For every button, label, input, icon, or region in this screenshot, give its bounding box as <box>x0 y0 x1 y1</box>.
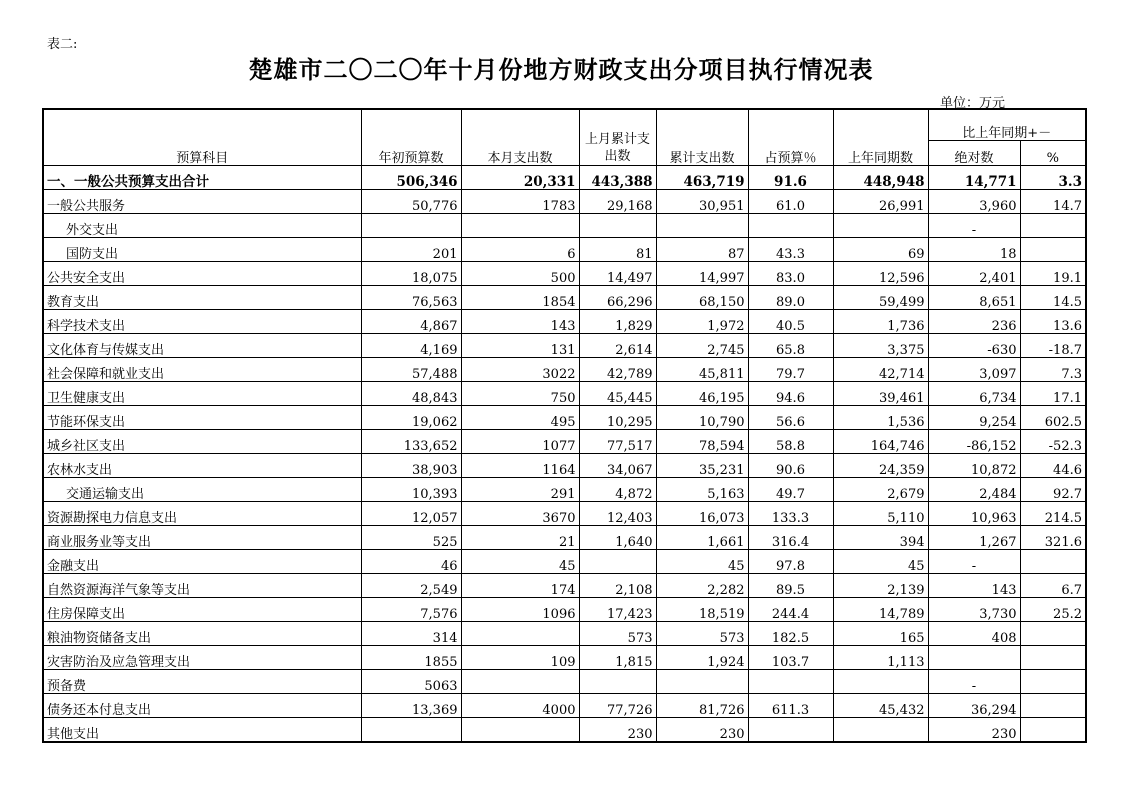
cell-item: 外交支出 <box>43 214 361 238</box>
cell-prev-cumulative: 77,517 <box>579 430 656 454</box>
cell-item: 交通运输支出 <box>43 478 361 502</box>
cell-last-year: 448,948 <box>833 166 928 190</box>
cell-last-year: 165 <box>833 622 928 646</box>
cell-prev-cumulative: 1,829 <box>579 310 656 334</box>
cell-yoy-abs <box>928 646 1020 670</box>
header-pct-budget: 占预算％ <box>748 109 833 166</box>
cell-last-year: 45,432 <box>833 694 928 718</box>
cell-yoy-pct: 6.7 <box>1020 574 1086 598</box>
cell-item: 科学技术支出 <box>43 310 361 334</box>
cell-month: 1783 <box>461 190 579 214</box>
table-row <box>43 550 1086 574</box>
cell-budget: 2,549 <box>361 574 461 598</box>
table-row <box>43 454 1086 478</box>
cell-last-year: 12,596 <box>833 262 928 286</box>
cell-yoy-pct: 92.7 <box>1020 478 1086 502</box>
cell-yoy-abs: 6,734 <box>928 382 1020 406</box>
cell-item: 城乡社区支出 <box>43 430 361 454</box>
cell-budget: 525 <box>361 526 461 550</box>
cell-prev-cumulative <box>579 670 656 694</box>
cell-item: 文化体育与传媒支出 <box>43 334 361 358</box>
cell-yoy-abs: - <box>928 550 1020 574</box>
cell-yoy-pct: 19.1 <box>1020 262 1086 286</box>
cell-prev-cumulative: 17,423 <box>579 598 656 622</box>
cell-yoy-pct <box>1020 646 1086 670</box>
cell-yoy-abs: 3,097 <box>928 358 1020 382</box>
cell-budget: 133,652 <box>361 430 461 454</box>
cell-yoy-abs: 408 <box>928 622 1020 646</box>
cell-item: 卫生健康支出 <box>43 382 361 406</box>
cell-cumulative: 18,519 <box>656 598 748 622</box>
cell-item: 资源勘探电力信息支出 <box>43 502 361 526</box>
cell-pct-budget: 182.5 <box>748 622 833 646</box>
cell-last-year: 3,375 <box>833 334 928 358</box>
header-yoy-pct: % <box>1020 141 1086 166</box>
table-row <box>43 310 1086 334</box>
table-row <box>43 382 1086 406</box>
cell-cumulative: 2,745 <box>656 334 748 358</box>
cell-month: 131 <box>461 334 579 358</box>
cell-yoy-abs: -630 <box>928 334 1020 358</box>
cell-item: 一、一般公共预算支出合计 <box>43 166 361 190</box>
cell-yoy-abs: - <box>928 670 1020 694</box>
cell-yoy-pct: 14.5 <box>1020 286 1086 310</box>
cell-last-year: 26,991 <box>833 190 928 214</box>
cell-month: 4000 <box>461 694 579 718</box>
cell-budget: 18,075 <box>361 262 461 286</box>
cell-pct-budget: 89.0 <box>748 286 833 310</box>
cell-month: 1164 <box>461 454 579 478</box>
cell-yoy-abs: 230 <box>928 718 1020 743</box>
table-row <box>43 334 1086 358</box>
header-cumulative: 累计支出数 <box>656 109 748 166</box>
cell-prev-cumulative <box>579 550 656 574</box>
cell-yoy-abs: -86,152 <box>928 430 1020 454</box>
cell-last-year: 24,359 <box>833 454 928 478</box>
cell-budget: 50,776 <box>361 190 461 214</box>
cell-yoy-pct: -52.3 <box>1020 430 1086 454</box>
cell-cumulative: 5,163 <box>656 478 748 502</box>
cell-cumulative <box>656 214 748 238</box>
cell-item: 商业服务业等支出 <box>43 526 361 550</box>
cell-last-year: 2,679 <box>833 478 928 502</box>
cell-yoy-abs: 10,872 <box>928 454 1020 478</box>
cell-month: 20,331 <box>461 166 579 190</box>
cell-last-year: 394 <box>833 526 928 550</box>
cell-prev-cumulative: 34,067 <box>579 454 656 478</box>
table-row <box>43 574 1086 598</box>
header-annual-budget: 年初预算数 <box>361 109 461 166</box>
cell-budget: 5063 <box>361 670 461 694</box>
cell-month: 174 <box>461 574 579 598</box>
cell-budget: 38,903 <box>361 454 461 478</box>
cell-last-year: 39,461 <box>833 382 928 406</box>
cell-month <box>461 214 579 238</box>
cell-pct-budget: 56.6 <box>748 406 833 430</box>
cell-pct-budget: 40.5 <box>748 310 833 334</box>
cell-yoy-abs: 2,484 <box>928 478 1020 502</box>
cell-month: 6 <box>461 238 579 262</box>
table-row <box>43 526 1086 550</box>
cell-cumulative: 45 <box>656 550 748 574</box>
cell-cumulative: 2,282 <box>656 574 748 598</box>
cell-month: 750 <box>461 382 579 406</box>
cell-prev-cumulative: 4,872 <box>579 478 656 502</box>
total-row <box>43 166 1086 190</box>
cell-budget: 506,346 <box>361 166 461 190</box>
table-row <box>43 286 1086 310</box>
cell-pct-budget: 91.6 <box>748 166 833 190</box>
header-item: 预算科目 <box>43 109 361 166</box>
cell-budget <box>361 718 461 743</box>
cell-item: 教育支出 <box>43 286 361 310</box>
table-row <box>43 646 1086 670</box>
cell-last-year: 1,736 <box>833 310 928 334</box>
table-row <box>43 358 1086 382</box>
cell-pct-budget: 94.6 <box>748 382 833 406</box>
cell-budget: 4,867 <box>361 310 461 334</box>
cell-prev-cumulative: 12,403 <box>579 502 656 526</box>
cell-yoy-abs: 9,254 <box>928 406 1020 430</box>
cell-item: 国防支出 <box>43 238 361 262</box>
cell-cumulative: 68,150 <box>656 286 748 310</box>
cell-pct-budget: 611.3 <box>748 694 833 718</box>
table-row <box>43 598 1086 622</box>
cell-item: 公共安全支出 <box>43 262 361 286</box>
cell-yoy-pct <box>1020 214 1086 238</box>
cell-cumulative: 78,594 <box>656 430 748 454</box>
table-row <box>43 478 1086 502</box>
cell-yoy-pct: 214.5 <box>1020 502 1086 526</box>
cell-last-year <box>833 670 928 694</box>
cell-month: 109 <box>461 646 579 670</box>
cell-budget: 57,488 <box>361 358 461 382</box>
cell-yoy-abs: 3,960 <box>928 190 1020 214</box>
cell-yoy-abs: 36,294 <box>928 694 1020 718</box>
cell-item: 住房保障支出 <box>43 598 361 622</box>
cell-month: 3670 <box>461 502 579 526</box>
cell-budget: 76,563 <box>361 286 461 310</box>
cell-pct-budget: 316.4 <box>748 526 833 550</box>
cell-yoy-pct: 602.5 <box>1020 406 1086 430</box>
cell-cumulative: 81,726 <box>656 694 748 718</box>
cell-last-year: 59,499 <box>833 286 928 310</box>
page-title: 楚雄市二〇二〇年十月份地方财政支出分项目执行情况表 <box>248 55 874 84</box>
cell-month <box>461 718 579 743</box>
cell-last-year <box>833 214 928 238</box>
cell-month: 21 <box>461 526 579 550</box>
cell-prev-cumulative: 14,497 <box>579 262 656 286</box>
cell-prev-cumulative: 443,388 <box>579 166 656 190</box>
header-yoy-group: 比上年同期+－ <box>928 109 1086 141</box>
cell-item: 社会保障和就业支出 <box>43 358 361 382</box>
table-row <box>43 406 1086 430</box>
cell-budget: 7,576 <box>361 598 461 622</box>
cell-item: 粮油物资储备支出 <box>43 622 361 646</box>
cell-yoy-pct <box>1020 238 1086 262</box>
cell-item: 农林水支出 <box>43 454 361 478</box>
cell-month: 45 <box>461 550 579 574</box>
cell-cumulative: 30,951 <box>656 190 748 214</box>
cell-month: 495 <box>461 406 579 430</box>
cell-yoy-abs: 236 <box>928 310 1020 334</box>
cell-prev-cumulative: 10,295 <box>579 406 656 430</box>
cell-prev-cumulative: 230 <box>579 718 656 743</box>
cell-yoy-abs: 10,963 <box>928 502 1020 526</box>
cell-cumulative: 16,073 <box>656 502 748 526</box>
cell-cumulative: 1,924 <box>656 646 748 670</box>
cell-item: 节能环保支出 <box>43 406 361 430</box>
cell-yoy-pct <box>1020 718 1086 743</box>
cell-month <box>461 670 579 694</box>
cell-cumulative: 87 <box>656 238 748 262</box>
cell-pct-budget: 133.3 <box>748 502 833 526</box>
cell-month: 500 <box>461 262 579 286</box>
cell-yoy-pct: 7.3 <box>1020 358 1086 382</box>
cell-budget: 1855 <box>361 646 461 670</box>
cell-budget: 4,169 <box>361 334 461 358</box>
expenditure-table <box>42 108 1087 743</box>
cell-yoy-pct <box>1020 622 1086 646</box>
cell-prev-cumulative: 45,445 <box>579 382 656 406</box>
cell-pct-budget: 65.8 <box>748 334 833 358</box>
header-row <box>43 109 1086 141</box>
cell-yoy-abs: 14,771 <box>928 166 1020 190</box>
cell-pct-budget: 83.0 <box>748 262 833 286</box>
cell-last-year: 45 <box>833 550 928 574</box>
cell-month: 3022 <box>461 358 579 382</box>
cell-prev-cumulative: 573 <box>579 622 656 646</box>
table-row <box>43 694 1086 718</box>
cell-pct-budget: 244.4 <box>748 598 833 622</box>
cell-cumulative: 1,661 <box>656 526 748 550</box>
cell-cumulative: 10,790 <box>656 406 748 430</box>
cell-pct-budget: 90.6 <box>748 454 833 478</box>
cell-pct-budget: 103.7 <box>748 646 833 670</box>
cell-last-year: 2,139 <box>833 574 928 598</box>
cell-cumulative: 45,811 <box>656 358 748 382</box>
cell-item: 其他支出 <box>43 718 361 743</box>
cell-item: 预备费 <box>43 670 361 694</box>
table-row <box>43 262 1086 286</box>
cell-month: 143 <box>461 310 579 334</box>
cell-budget <box>361 214 461 238</box>
cell-yoy-pct: 44.6 <box>1020 454 1086 478</box>
cell-item: 自然资源海洋气象等支出 <box>43 574 361 598</box>
cell-pct-budget: 79.7 <box>748 358 833 382</box>
cell-yoy-pct: 14.7 <box>1020 190 1086 214</box>
cell-last-year: 5,110 <box>833 502 928 526</box>
cell-prev-cumulative: 81 <box>579 238 656 262</box>
cell-budget: 19,062 <box>361 406 461 430</box>
cell-last-year: 42,714 <box>833 358 928 382</box>
cell-pct-budget <box>748 214 833 238</box>
cell-budget: 48,843 <box>361 382 461 406</box>
cell-pct-budget: 97.8 <box>748 550 833 574</box>
cell-month: 1077 <box>461 430 579 454</box>
cell-budget: 10,393 <box>361 478 461 502</box>
cell-yoy-pct: 3.3 <box>1020 166 1086 190</box>
cell-cumulative: 230 <box>656 718 748 743</box>
table-row <box>43 430 1086 454</box>
table-row <box>43 190 1086 214</box>
cell-pct-budget: 43.3 <box>748 238 833 262</box>
cell-cumulative: 463,719 <box>656 166 748 190</box>
cell-item: 债务还本付息支出 <box>43 694 361 718</box>
cell-prev-cumulative: 2,108 <box>579 574 656 598</box>
table-row <box>43 718 1086 743</box>
cell-yoy-pct <box>1020 670 1086 694</box>
cell-budget: 314 <box>361 622 461 646</box>
cell-budget: 46 <box>361 550 461 574</box>
cell-month: 1854 <box>461 286 579 310</box>
cell-prev-cumulative: 77,726 <box>579 694 656 718</box>
cell-month <box>461 622 579 646</box>
header-prev-cumulative: 上月累计支出数 <box>579 109 656 166</box>
cell-month: 291 <box>461 478 579 502</box>
cell-last-year: 1,536 <box>833 406 928 430</box>
unit-note: 单位：万元 <box>940 96 1006 111</box>
cell-yoy-abs: 18 <box>928 238 1020 262</box>
cell-pct-budget: 49.7 <box>748 478 833 502</box>
table-row <box>43 622 1086 646</box>
cell-yoy-pct: 17.1 <box>1020 382 1086 406</box>
cell-item: 灾害防治及应急管理支出 <box>43 646 361 670</box>
cell-cumulative: 35,231 <box>656 454 748 478</box>
cell-cumulative: 46,195 <box>656 382 748 406</box>
cell-yoy-abs: 8,651 <box>928 286 1020 310</box>
table-row <box>43 214 1086 238</box>
cell-item: 一般公共服务 <box>43 190 361 214</box>
cell-yoy-pct: 13.6 <box>1020 310 1086 334</box>
cell-pct-budget: 58.8 <box>748 430 833 454</box>
cell-prev-cumulative: 1,640 <box>579 526 656 550</box>
cell-yoy-pct: 321.6 <box>1020 526 1086 550</box>
cell-budget: 12,057 <box>361 502 461 526</box>
cell-last-year: 1,113 <box>833 646 928 670</box>
table-label: 表二: <box>47 37 78 52</box>
cell-prev-cumulative: 29,168 <box>579 190 656 214</box>
cell-prev-cumulative: 1,815 <box>579 646 656 670</box>
cell-cumulative <box>656 670 748 694</box>
cell-prev-cumulative: 42,789 <box>579 358 656 382</box>
cell-last-year <box>833 718 928 743</box>
cell-yoy-abs: - <box>928 214 1020 238</box>
cell-yoy-pct <box>1020 550 1086 574</box>
cell-budget: 13,369 <box>361 694 461 718</box>
cell-last-year: 69 <box>833 238 928 262</box>
cell-yoy-abs: 143 <box>928 574 1020 598</box>
cell-budget: 201 <box>361 238 461 262</box>
cell-pct-budget: 89.5 <box>748 574 833 598</box>
cell-pct-budget: 61.0 <box>748 190 833 214</box>
cell-yoy-pct: 25.2 <box>1020 598 1086 622</box>
table-row <box>43 670 1086 694</box>
cell-last-year: 164,746 <box>833 430 928 454</box>
header-month-expend: 本月支出数 <box>461 109 579 166</box>
table-row <box>43 238 1086 262</box>
cell-pct-budget <box>748 670 833 694</box>
cell-cumulative: 573 <box>656 622 748 646</box>
cell-prev-cumulative <box>579 214 656 238</box>
cell-yoy-abs: 2,401 <box>928 262 1020 286</box>
cell-cumulative: 14,997 <box>656 262 748 286</box>
cell-yoy-abs: 1,267 <box>928 526 1020 550</box>
header-yoy-abs: 绝对数 <box>928 141 1020 166</box>
cell-prev-cumulative: 2,614 <box>579 334 656 358</box>
table-row <box>43 502 1086 526</box>
cell-prev-cumulative: 66,296 <box>579 286 656 310</box>
cell-cumulative: 1,972 <box>656 310 748 334</box>
header-last-year-same: 上年同期数 <box>833 109 928 166</box>
cell-yoy-pct: -18.7 <box>1020 334 1086 358</box>
cell-pct-budget <box>748 718 833 743</box>
cell-yoy-abs: 3,730 <box>928 598 1020 622</box>
cell-month: 1096 <box>461 598 579 622</box>
cell-yoy-pct <box>1020 694 1086 718</box>
cell-last-year: 14,789 <box>833 598 928 622</box>
cell-item: 金融支出 <box>43 550 361 574</box>
